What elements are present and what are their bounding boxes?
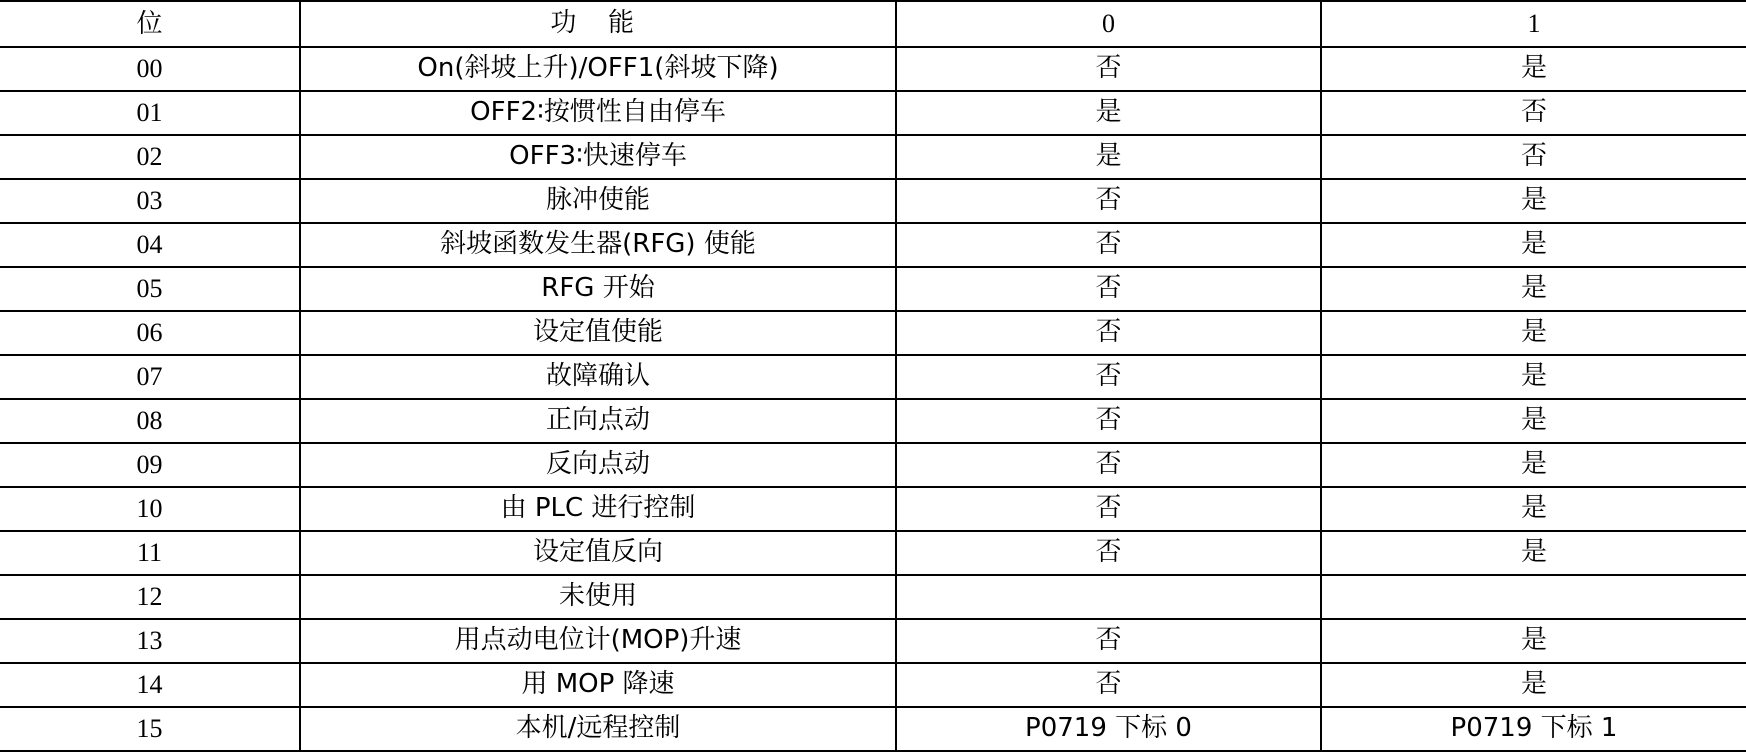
header-cell-zero: 0 — [896, 1, 1321, 47]
cell-function: 用点动电位计(MOP)升速 — [300, 619, 896, 663]
cell-one: 是 — [1321, 179, 1746, 223]
cell-bit: 11 — [0, 531, 300, 575]
cell-function: 未使用 — [300, 575, 896, 619]
cell-one: 是 — [1321, 663, 1746, 707]
table-row — [0, 179, 1746, 223]
cell-function: 脉冲使能 — [300, 179, 896, 223]
table-row — [0, 355, 1746, 399]
cell-zero: 否 — [896, 311, 1321, 355]
cell-one: 是 — [1321, 619, 1746, 663]
table-row — [0, 91, 1746, 135]
header-cell-bit: 位 — [0, 1, 300, 47]
table-row — [0, 575, 1746, 619]
cell-bit: 04 — [0, 223, 300, 267]
cell-one: 是 — [1321, 267, 1746, 311]
cell-one: 是 — [1321, 47, 1746, 91]
header-cell-one: 1 — [1321, 1, 1746, 47]
table-row — [0, 707, 1746, 751]
cell-one: P0719 下标 1 — [1321, 707, 1746, 751]
cell-zero: 是 — [896, 135, 1321, 179]
cell-bit: 06 — [0, 311, 300, 355]
cell-bit: 08 — [0, 399, 300, 443]
cell-one: 是 — [1321, 443, 1746, 487]
cell-function: RFG 开始 — [300, 267, 896, 311]
table-row — [0, 487, 1746, 531]
cell-function: 故障确认 — [300, 355, 896, 399]
cell-function: 本机/远程控制 — [300, 707, 896, 751]
header-cell-function: 功 能 — [300, 1, 896, 47]
cell-zero: 否 — [896, 443, 1321, 487]
cell-function: 设定值反向 — [300, 531, 896, 575]
cell-one: 是 — [1321, 223, 1746, 267]
cell-one: 否 — [1321, 135, 1746, 179]
cell-bit: 02 — [0, 135, 300, 179]
cell-function: 斜坡函数发生器(RFG) 使能 — [300, 223, 896, 267]
cell-zero: 否 — [896, 355, 1321, 399]
cell-zero — [896, 575, 1321, 619]
cell-zero: 否 — [896, 267, 1321, 311]
cell-zero: 否 — [896, 47, 1321, 91]
table-row — [0, 135, 1746, 179]
cell-bit: 15 — [0, 707, 300, 751]
cell-bit: 14 — [0, 663, 300, 707]
cell-zero: 否 — [896, 487, 1321, 531]
table-row — [0, 223, 1746, 267]
table-row — [0, 531, 1746, 575]
table-body — [0, 1, 1746, 751]
cell-zero: 否 — [896, 223, 1321, 267]
cell-function: OFF3∶快速停车 — [300, 135, 896, 179]
cell-zero: 否 — [896, 179, 1321, 223]
cell-one: 是 — [1321, 355, 1746, 399]
cell-function: 由 PLC 进行控制 — [300, 487, 896, 531]
cell-bit: 13 — [0, 619, 300, 663]
cell-bit: 10 — [0, 487, 300, 531]
cell-one: 是 — [1321, 399, 1746, 443]
cell-bit: 05 — [0, 267, 300, 311]
cell-zero: 否 — [896, 399, 1321, 443]
cell-one: 是 — [1321, 487, 1746, 531]
table-row — [0, 399, 1746, 443]
cell-zero: 否 — [896, 663, 1321, 707]
cell-bit: 01 — [0, 91, 300, 135]
table-row — [0, 663, 1746, 707]
cell-bit: 12 — [0, 575, 300, 619]
table-row — [0, 311, 1746, 355]
cell-one: 是 — [1321, 311, 1746, 355]
table-row — [0, 267, 1746, 311]
cell-function: OFF2∶按惯性自由停车 — [300, 91, 896, 135]
cell-function: On(斜坡上升)/OFF1(斜坡下降) — [300, 47, 896, 91]
cell-bit: 09 — [0, 443, 300, 487]
cell-one — [1321, 575, 1746, 619]
cell-zero: 否 — [896, 531, 1321, 575]
cell-function: 设定值使能 — [300, 311, 896, 355]
cell-zero: P0719 下标 0 — [896, 707, 1321, 751]
table-row — [0, 619, 1746, 663]
cell-bit: 03 — [0, 179, 300, 223]
cell-bit: 07 — [0, 355, 300, 399]
cell-one: 否 — [1321, 91, 1746, 135]
cell-zero: 否 — [896, 619, 1321, 663]
cell-one: 是 — [1321, 531, 1746, 575]
table-row — [0, 443, 1746, 487]
table-row — [0, 47, 1746, 91]
cell-function: 反向点动 — [300, 443, 896, 487]
cell-zero: 是 — [896, 91, 1321, 135]
cell-function: 正向点动 — [300, 399, 896, 443]
cell-bit: 00 — [0, 47, 300, 91]
cell-function: 用 MOP 降速 — [300, 663, 896, 707]
table-header-row — [0, 1, 1746, 47]
